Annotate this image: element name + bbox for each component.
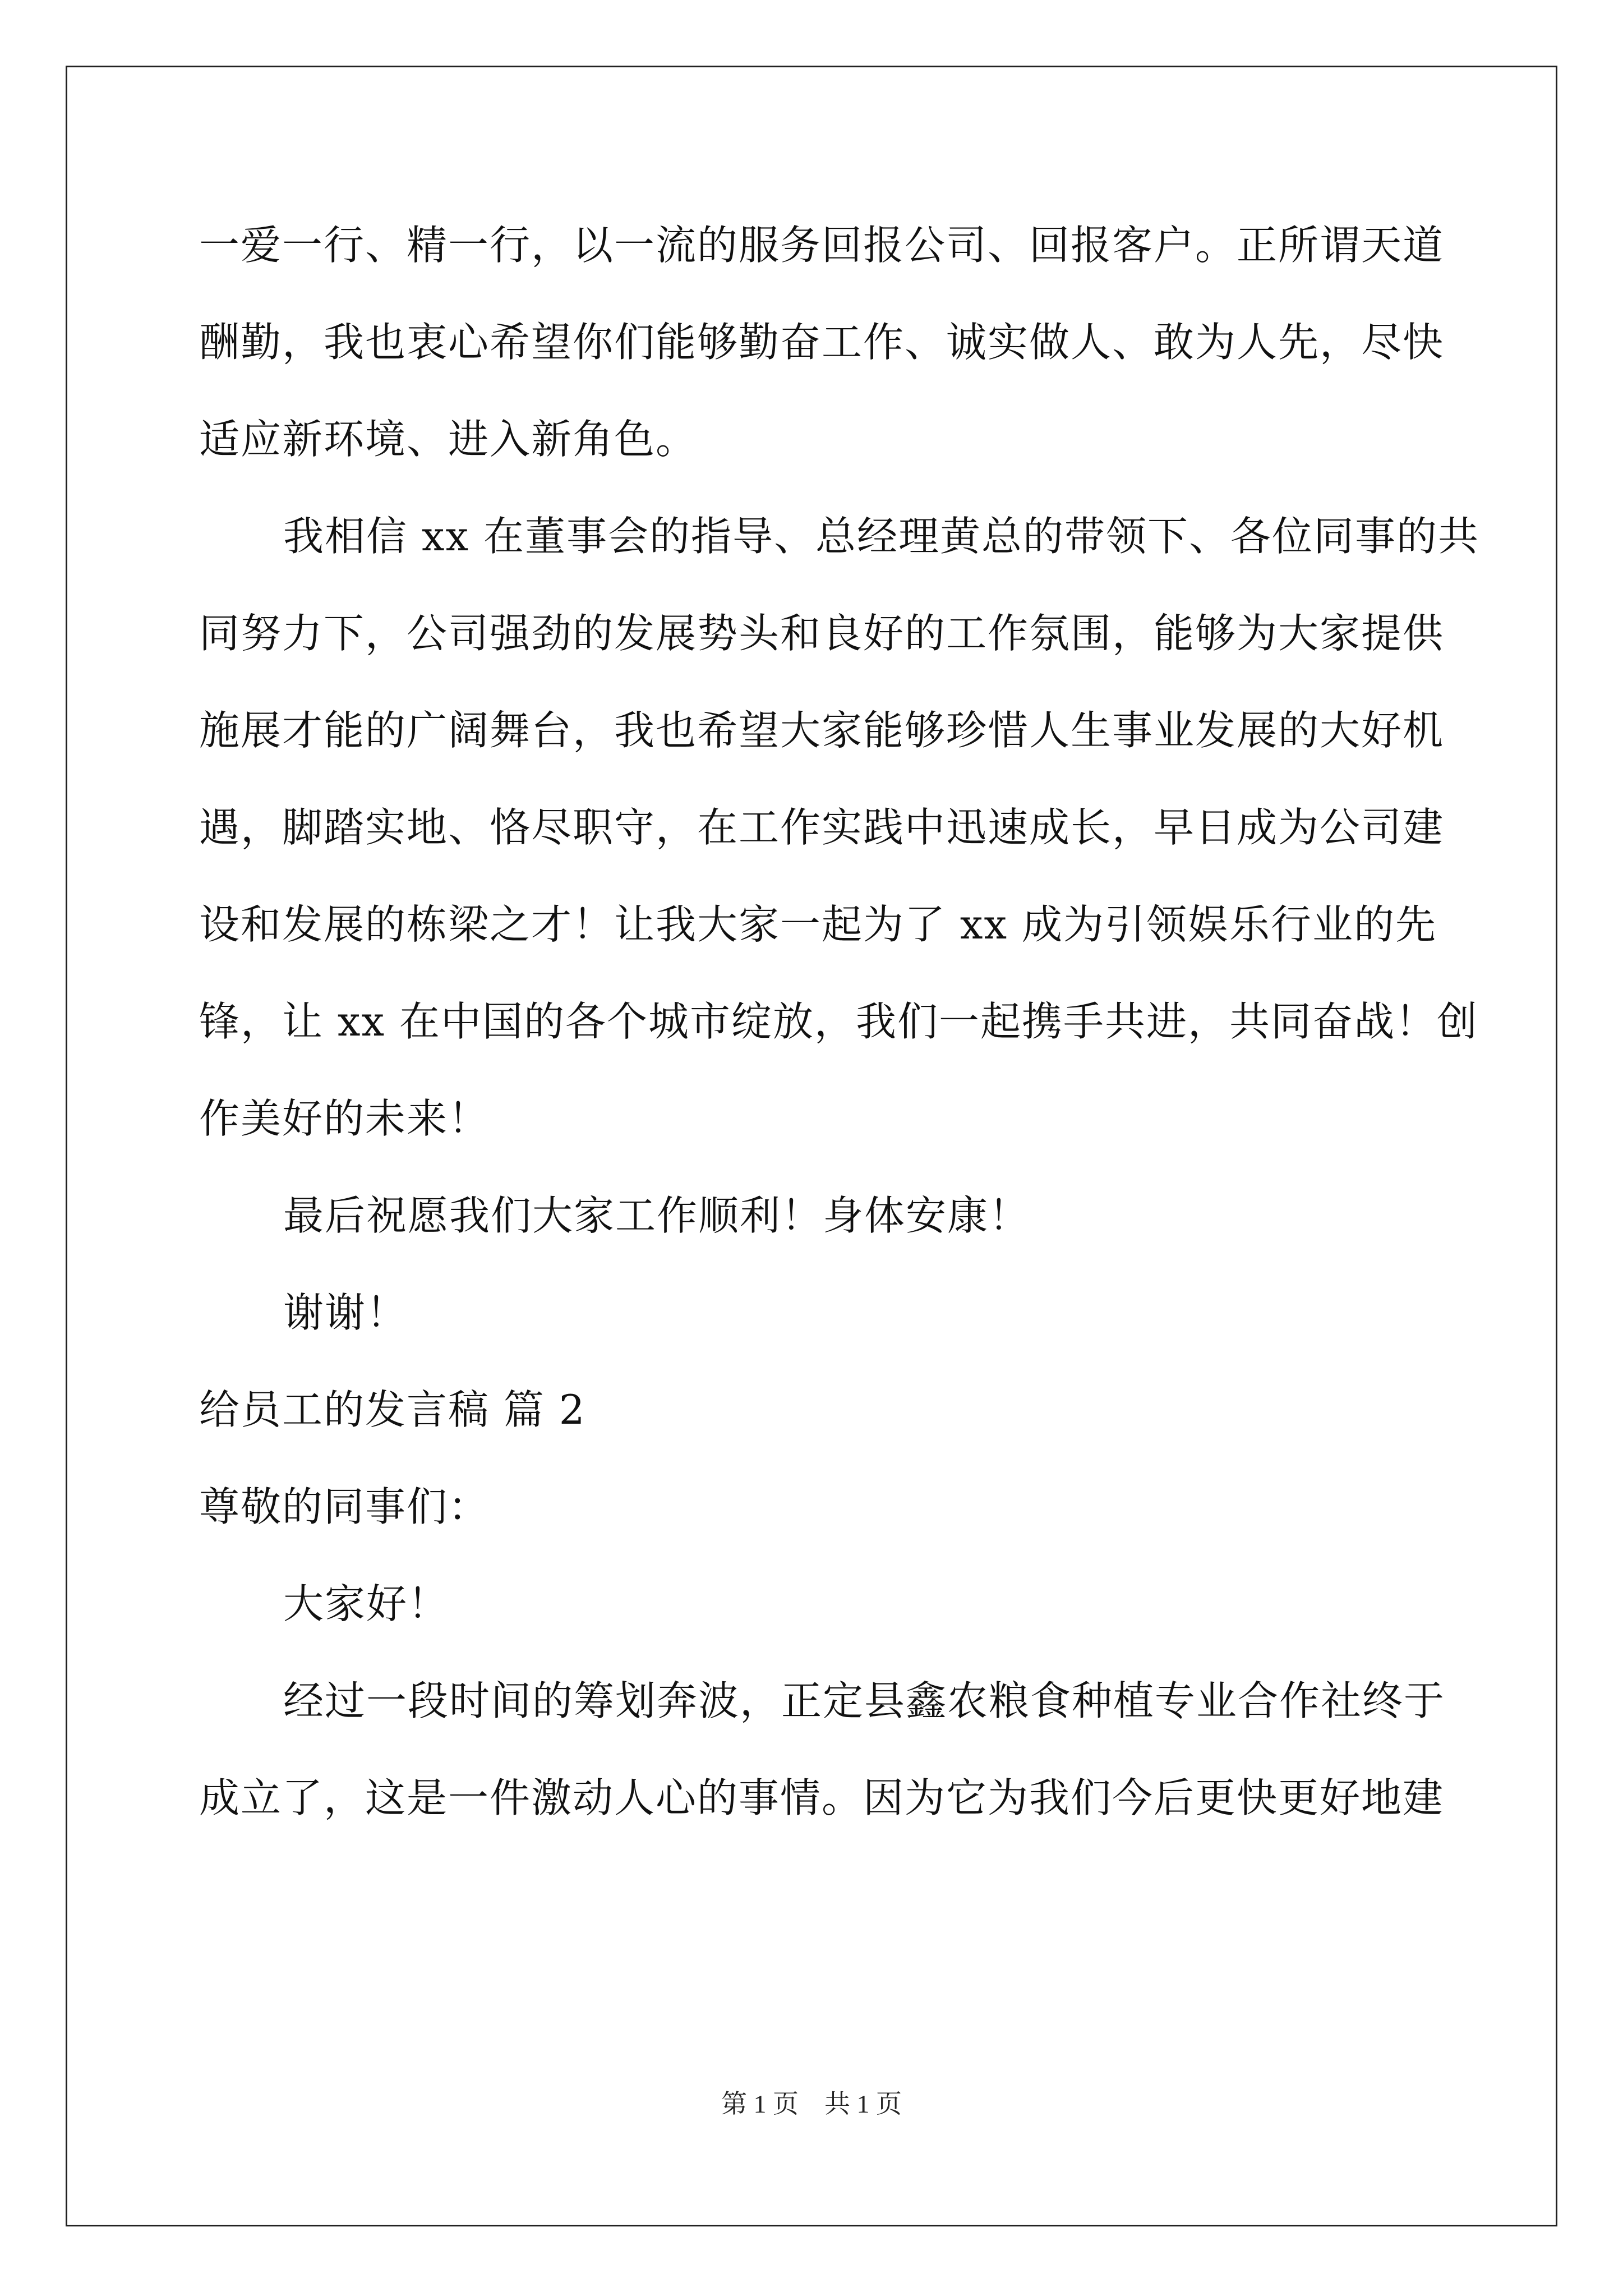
section-heading: 给员工的发言稿 篇 2	[199, 1386, 586, 1433]
paragraph-line: 同努力下，公司强劲的发展势头和良好的工作氛围，能够为大家提供	[199, 610, 1445, 657]
paragraph-line: 谢谢！	[283, 1289, 408, 1336]
paragraph-line: 遇，脚踏实地、恪尽职守，在工作实践中迅速成长，早日成为公司建	[199, 804, 1445, 851]
paragraph-line: 施展才能的广阔舞台，我也希望大家能够珍惜人生事业发展的大好机	[199, 707, 1445, 754]
paragraph-line: 酬勤，我也衷心希望你们能够勤奋工作、诚实做人、敢为人先，尽快	[199, 319, 1445, 366]
document-body	[199, 214, 1479, 1864]
greeting: 大家好！	[283, 1580, 450, 1627]
paragraph-line: 最后祝愿我们大家工作顺利！身体安康！	[283, 1192, 1031, 1239]
paragraph-line: 一爱一行、精一行，以一流的服务回报公司、回报客户。正所谓天道	[199, 222, 1445, 269]
paragraph-line: 我相信 xx 在董事会的指导、总经理黄总的带领下、各位同事的共	[283, 513, 1479, 560]
paragraph-line: 锋，让 xx 在中国的各个城市绽放，我们一起携手共进，共同奋战！创	[199, 998, 1478, 1045]
paragraph-line: 设和发展的栋梁之才！让我大家一起为了 xx 成为引领娱乐行业的先	[199, 901, 1437, 948]
paragraph-line: 成立了，这是一件激动人心的事情。因为它为我们今后更快更好地建	[199, 1774, 1445, 1821]
paragraph-line: 适应新环境、进入新角色。	[199, 416, 698, 463]
paragraph-line: 作美好的未来！	[199, 1095, 490, 1142]
page-number: 第 1 页 共 1 页	[721, 2090, 902, 2118]
paragraph-line: 经过一段时间的筹划奔波，正定县鑫农粮食种植专业合作社终于	[283, 1677, 1446, 1724]
salutation: 尊敬的同事们：	[199, 1483, 490, 1530]
